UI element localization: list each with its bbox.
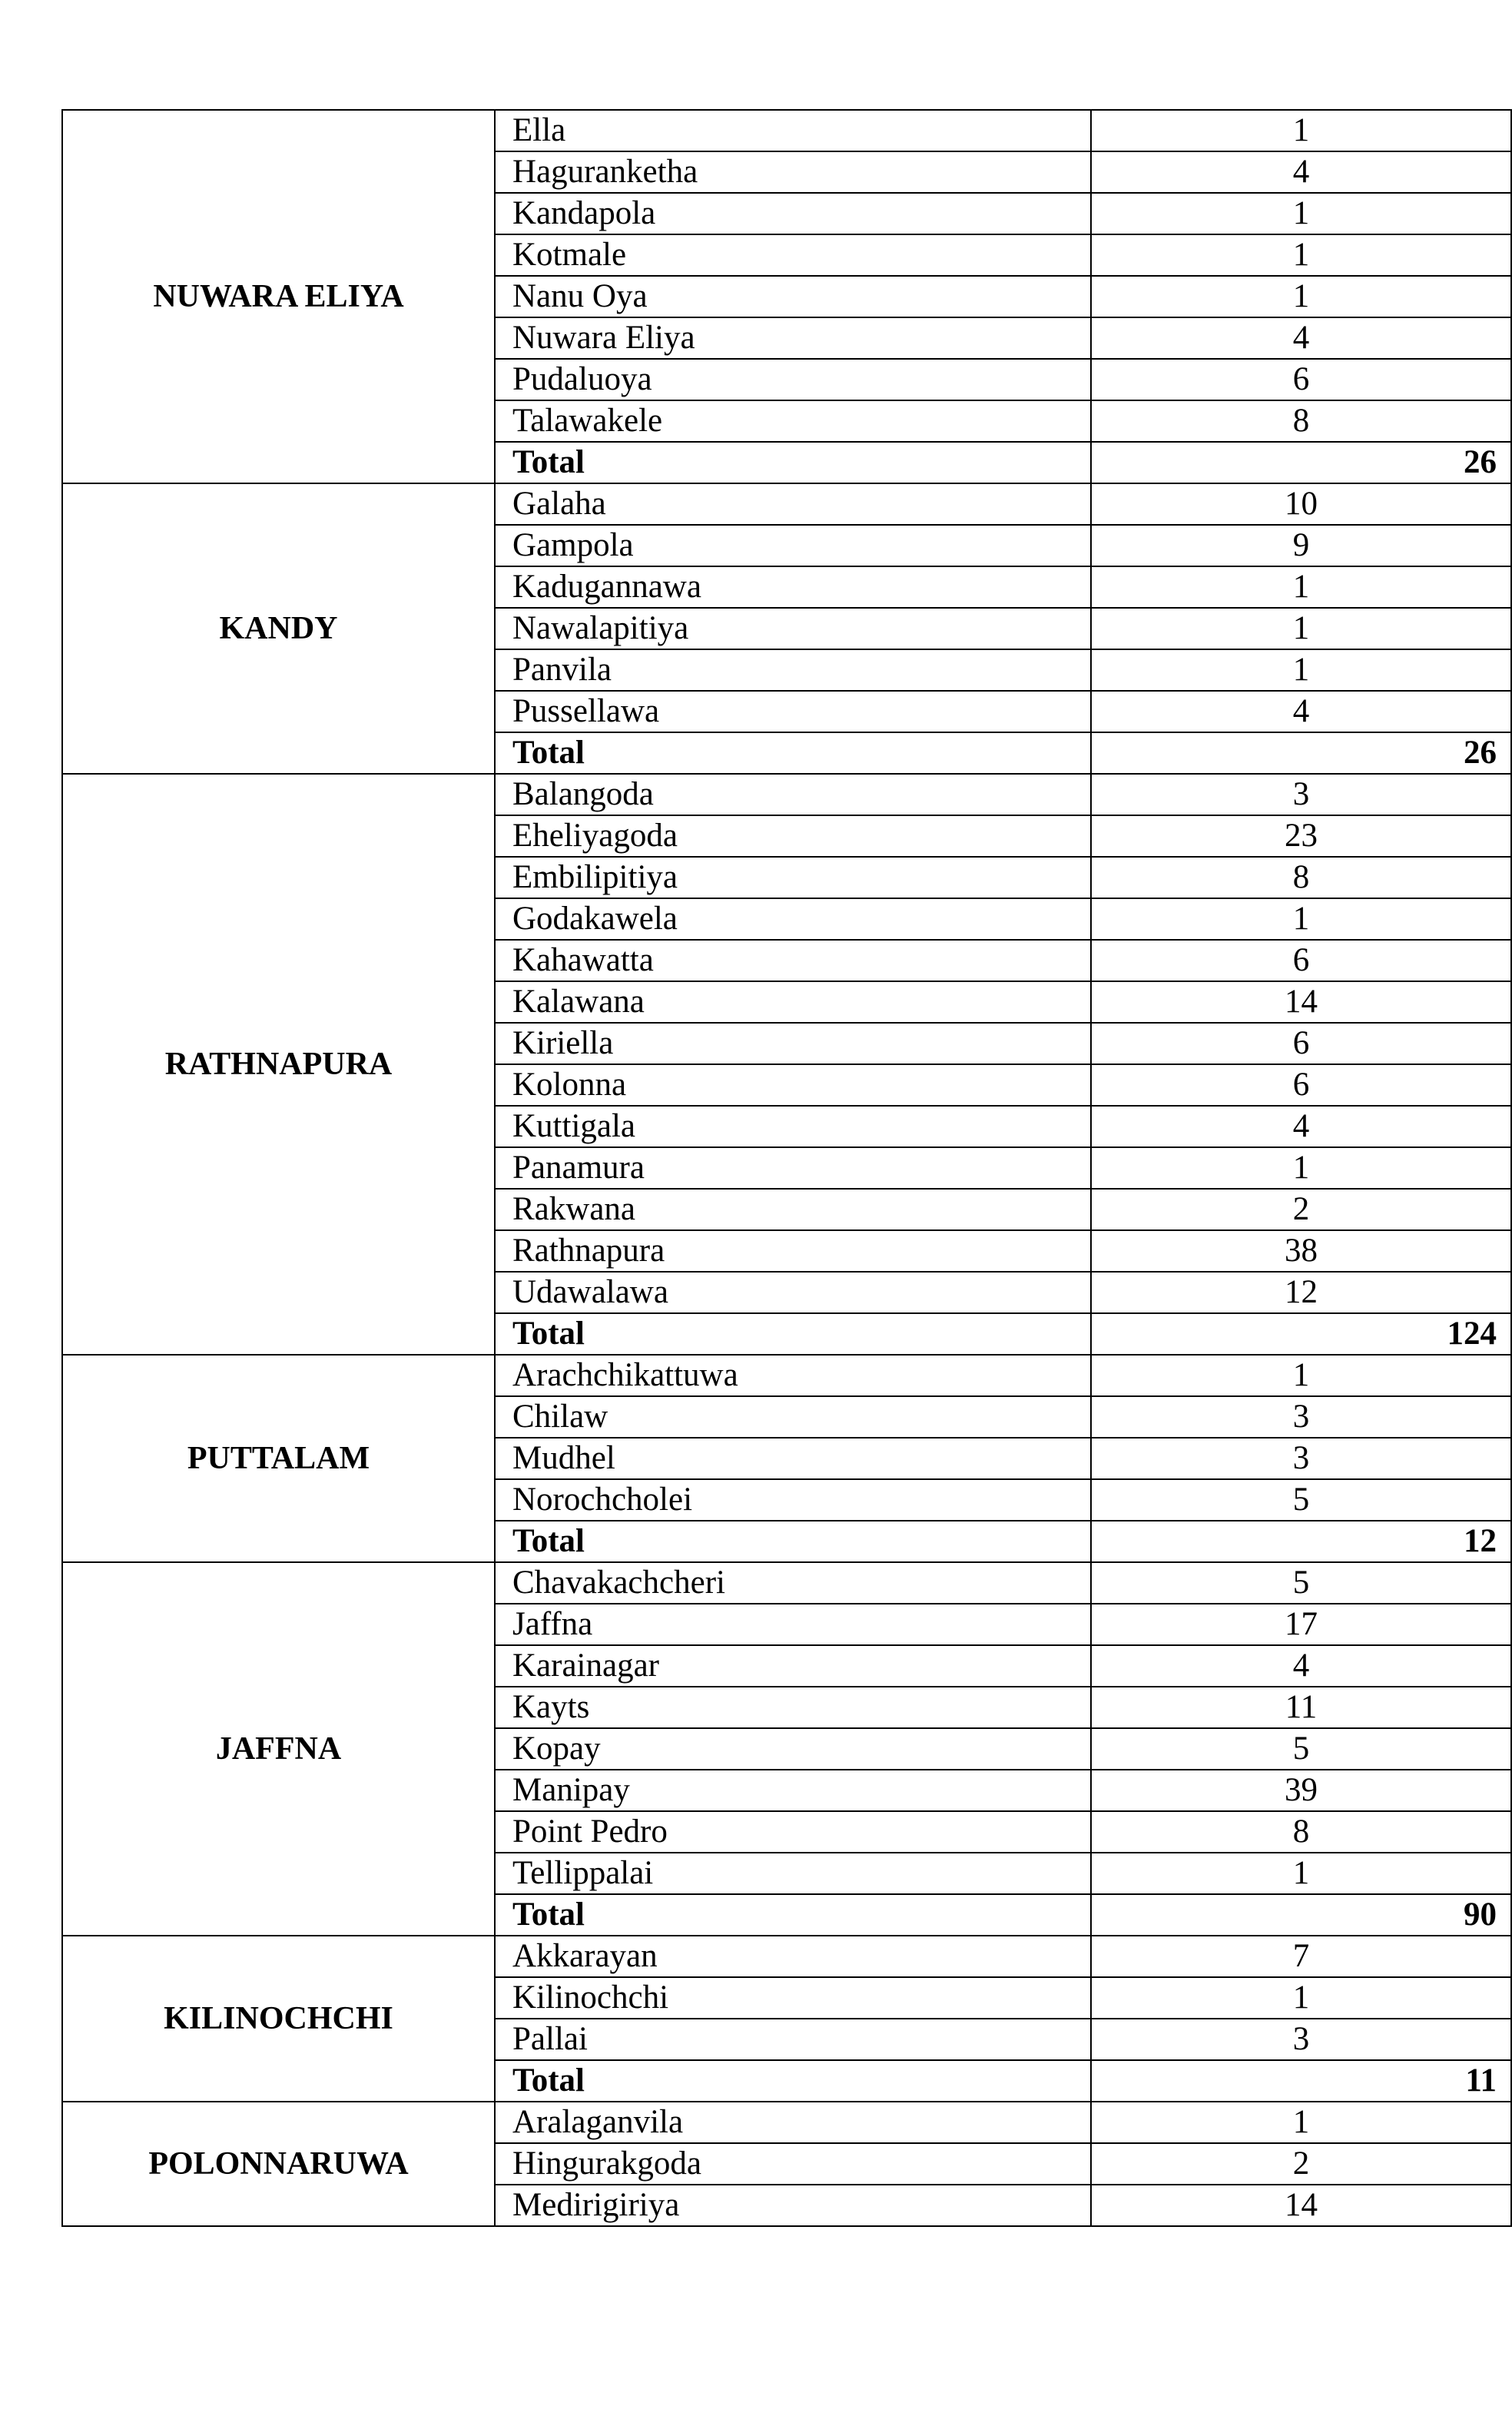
table-row: [62, 1355, 1511, 1396]
total-label: Total: [495, 732, 1091, 774]
place-count: 6: [1091, 1064, 1511, 1106]
place-name: Jaffna: [495, 1604, 1091, 1645]
place-name: Haguranketha: [495, 151, 1091, 193]
total-value: 124: [1091, 1313, 1511, 1355]
place-name: Nanu Oya: [495, 276, 1091, 317]
place-count: 3: [1091, 2019, 1511, 2060]
place-count: 1: [1091, 234, 1511, 276]
place-count: 2: [1091, 1189, 1511, 1230]
total-value: 90: [1091, 1894, 1511, 1936]
total-label: Total: [495, 442, 1091, 483]
place-name: Kolonna: [495, 1064, 1091, 1106]
place-name: Eheliyagoda: [495, 815, 1091, 857]
total-value: 12: [1091, 1521, 1511, 1562]
place-count: 1: [1091, 566, 1511, 608]
place-name: Norochcholei: [495, 1479, 1091, 1521]
place-count: 1: [1091, 649, 1511, 691]
place-name: Kopay: [495, 1728, 1091, 1770]
total-value: 11: [1091, 2060, 1511, 2102]
place-count: 1: [1091, 2102, 1511, 2143]
place-count: 1: [1091, 1977, 1511, 2019]
place-count: 6: [1091, 1023, 1511, 1064]
place-count: 4: [1091, 691, 1511, 732]
place-name: Pallai: [495, 2019, 1091, 2060]
place-name: Kayts: [495, 1687, 1091, 1728]
place-count: 10: [1091, 483, 1511, 525]
place-count: 12: [1091, 1272, 1511, 1313]
place-count: 1: [1091, 276, 1511, 317]
place-name: Kotmale: [495, 234, 1091, 276]
total-value: 26: [1091, 732, 1511, 774]
district-name-nuwara-eliya: NUWARA ELIYA: [62, 110, 495, 483]
place-name: Balangoda: [495, 774, 1091, 815]
place-name: Udawalawa: [495, 1272, 1091, 1313]
place-count: 3: [1091, 774, 1511, 815]
place-name: Rakwana: [495, 1189, 1091, 1230]
total-label: Total: [495, 2060, 1091, 2102]
place-name: Pussellawa: [495, 691, 1091, 732]
total-label: Total: [495, 1313, 1091, 1355]
total-label: Total: [495, 1894, 1091, 1936]
district-table: [61, 109, 1512, 2227]
place-name: Kandapola: [495, 193, 1091, 234]
place-count: 1: [1091, 608, 1511, 649]
place-name: Kadugannawa: [495, 566, 1091, 608]
place-count: 1: [1091, 1147, 1511, 1189]
place-name: Karainagar: [495, 1645, 1091, 1687]
place-name: Chilaw: [495, 1396, 1091, 1438]
place-name: Panvila: [495, 649, 1091, 691]
district-name-jaffna: JAFFNA: [62, 1562, 495, 1936]
place-count: 8: [1091, 400, 1511, 442]
place-name: Godakawela: [495, 898, 1091, 940]
place-name: Talawakele: [495, 400, 1091, 442]
place-count: 5: [1091, 1562, 1511, 1604]
place-name: Chavakachcheri: [495, 1562, 1091, 1604]
place-count: 4: [1091, 1645, 1511, 1687]
district-name-polonnaruwa: POLONNARUWA: [62, 2102, 495, 2226]
place-name: Aralaganvila: [495, 2102, 1091, 2143]
place-name: Nawalapitiya: [495, 608, 1091, 649]
place-name: Mudhel: [495, 1438, 1091, 1479]
total-label: Total: [495, 1521, 1091, 1562]
place-count: 4: [1091, 1106, 1511, 1147]
place-name: Kiriella: [495, 1023, 1091, 1064]
place-count: 5: [1091, 1479, 1511, 1521]
place-count: 1: [1091, 110, 1511, 151]
place-count: 17: [1091, 1604, 1511, 1645]
place-name: Nuwara Eliya: [495, 317, 1091, 359]
place-count: 6: [1091, 359, 1511, 400]
place-count: 9: [1091, 525, 1511, 566]
total-value: 26: [1091, 442, 1511, 483]
place-count: 3: [1091, 1438, 1511, 1479]
place-count: 1: [1091, 1853, 1511, 1894]
place-name: Gampola: [495, 525, 1091, 566]
place-count: 11: [1091, 1687, 1511, 1728]
table-row: [62, 774, 1511, 815]
place-count: 3: [1091, 1396, 1511, 1438]
place-name: Hingurakgoda: [495, 2143, 1091, 2185]
place-count: 5: [1091, 1728, 1511, 1770]
table-row: [62, 483, 1511, 525]
place-count: 2: [1091, 2143, 1511, 2185]
place-name: Kilinochchi: [495, 1977, 1091, 2019]
place-name: Embilipitiya: [495, 857, 1091, 898]
place-count: 39: [1091, 1770, 1511, 1811]
place-name: Manipay: [495, 1770, 1091, 1811]
place-name: Point Pedro: [495, 1811, 1091, 1853]
place-name: Arachchikattuwa: [495, 1355, 1091, 1396]
place-count: 1: [1091, 193, 1511, 234]
table-row: [62, 1562, 1511, 1604]
place-count: 6: [1091, 940, 1511, 981]
place-count: 4: [1091, 317, 1511, 359]
place-count: 38: [1091, 1230, 1511, 1272]
place-name: Panamura: [495, 1147, 1091, 1189]
place-count: 1: [1091, 898, 1511, 940]
place-count: 8: [1091, 1811, 1511, 1853]
table-row: [62, 110, 1511, 151]
place-name: Kahawatta: [495, 940, 1091, 981]
place-count: 7: [1091, 1936, 1511, 1977]
district-name-kandy: KANDY: [62, 483, 495, 774]
district-name-puttalam: PUTTALAM: [62, 1355, 495, 1562]
place-name: Rathnapura: [495, 1230, 1091, 1272]
district-name-rathnapura: RATHNAPURA: [62, 774, 495, 1355]
place-name: Pudaluoya: [495, 359, 1091, 400]
place-count: 4: [1091, 151, 1511, 193]
table-row: [62, 2102, 1511, 2143]
place-count: 8: [1091, 857, 1511, 898]
place-name: Kalawana: [495, 981, 1091, 1023]
table-row: [62, 1936, 1511, 1977]
place-name: Medirigiriya: [495, 2185, 1091, 2226]
place-name: Ella: [495, 110, 1091, 151]
place-name: Galaha: [495, 483, 1091, 525]
place-count: 14: [1091, 981, 1511, 1023]
place-count: 1: [1091, 1355, 1511, 1396]
table-body: [62, 110, 1511, 2226]
place-count: 23: [1091, 815, 1511, 857]
place-name: Akkarayan: [495, 1936, 1091, 1977]
place-name: Tellippalai: [495, 1853, 1091, 1894]
place-name: Kuttigala: [495, 1106, 1091, 1147]
place-count: 14: [1091, 2185, 1511, 2226]
district-name-kilinochchi: KILINOCHCHI: [62, 1936, 495, 2102]
